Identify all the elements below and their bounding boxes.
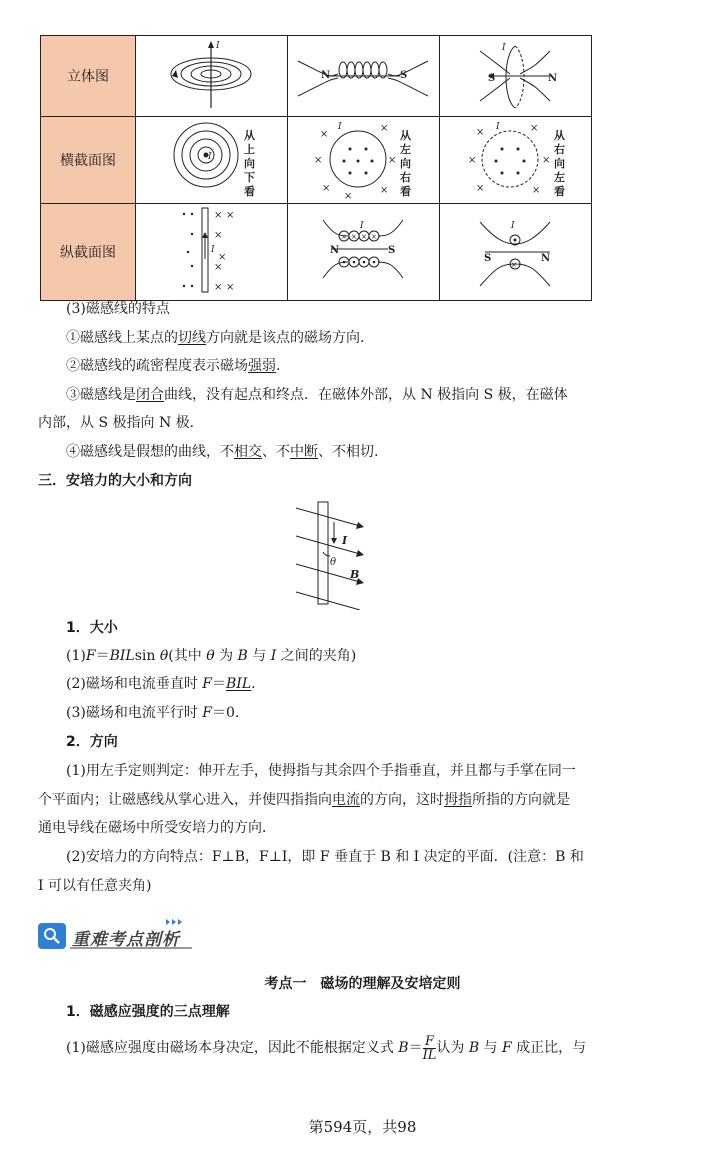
straight-wire-longitudinal-figure — [136, 204, 288, 301]
svg-text:×: × — [511, 261, 517, 269]
svg-text:I: I — [216, 41, 220, 51]
svg-text:×: × — [468, 155, 477, 166]
svg-text:×: × — [320, 129, 329, 140]
field-lines-title: (3)磁感线的特点 — [66, 301, 170, 317]
svg-text:×: × — [214, 282, 223, 293]
svg-text:×: × — [380, 123, 389, 134]
direction-line-1: (1)用左手定则判定：伸开左手，使拇指与其余四个手指垂直，并且都与手掌在同一 — [66, 763, 576, 779]
field-lines-point-3: ③磁感线是闭合曲线，没有起点和终点．在磁体外部，从 N 极指向 S 极，在磁体 — [66, 387, 568, 403]
svg-text:×: × — [314, 155, 323, 166]
svg-text:右: 右 — [554, 143, 565, 156]
svg-text:S: S — [484, 253, 492, 264]
svg-text:I: I — [338, 122, 342, 132]
kaodian-title: 考点一 磁场的理解及安培定则 — [264, 976, 461, 992]
fraction-F-over-IL: $\frac{F}{IL}$ — [422, 1033, 437, 1063]
svg-text:×: × — [361, 233, 367, 241]
svg-text:S: S — [400, 70, 408, 81]
svg-text:I: I — [360, 221, 364, 231]
field-lines-point-1: ①磁感线上某点的切线方向就是该点的磁场方向. — [66, 330, 365, 346]
svg-text:I: I — [502, 43, 506, 53]
circular-loop-3d-figure — [440, 36, 592, 117]
svg-text:×: × — [380, 185, 389, 196]
svg-text:N: N — [548, 73, 558, 84]
svg-text:左: 左 — [554, 171, 565, 184]
search-icon — [38, 923, 66, 949]
svg-text:×: × — [542, 155, 551, 166]
svg-text:向: 向 — [244, 157, 255, 170]
row-header-longitudinal-section: 纵截面图 — [41, 204, 136, 301]
straight-wire-cross-section-figure — [136, 117, 288, 204]
svg-text:从: 从 — [554, 129, 565, 142]
size-title: 1．大小 — [66, 620, 118, 636]
svg-text:从: 从 — [400, 129, 411, 142]
magnetic-field-figure-table — [40, 35, 592, 301]
row-header-3d: 立体图 — [41, 36, 136, 117]
field-lines-point-2: ②磁感线的疏密程度表示磁场强弱. — [66, 358, 281, 374]
svg-text:向: 向 — [554, 157, 565, 170]
svg-text:×: × — [214, 210, 223, 221]
svg-text:N: N — [321, 70, 331, 81]
svg-text:×: × — [532, 185, 541, 196]
direction-line-3: 通电导线在磁场中所受安培力的方向． — [38, 820, 276, 836]
kaodian-subtitle: 1．磁感应强度的三点理解 — [66, 1004, 230, 1020]
size-formula-1: (1)F＝BILsin θ(其中 θ 为 B 与 I 之间的夹角) — [66, 648, 357, 664]
svg-text:左: 左 — [400, 143, 411, 156]
svg-text:下: 下 — [244, 171, 255, 184]
badge-label: 重难考点剖析 — [72, 930, 180, 950]
svg-text:I: I — [511, 221, 515, 231]
svg-text:向: 向 — [400, 157, 411, 170]
loop-longitudinal-figure — [440, 204, 592, 301]
svg-text:S: S — [488, 73, 496, 84]
direction-line-5: I 可以有任意夹角) — [38, 878, 152, 894]
page-number: 第594页，共98 — [308, 1118, 417, 1136]
solenoid-cross-section-figure — [288, 117, 440, 204]
svg-text:×: × — [530, 123, 539, 134]
svg-text:B: B — [350, 568, 360, 581]
direction-title: 2．方向 — [66, 734, 118, 750]
svg-text:×: × — [218, 252, 227, 263]
direction-line-2: 个平面内；让磁感线从掌心进入，并使四指指向电流的方向，这时拇指所指的方向就是 — [38, 792, 570, 808]
svg-text:看: 看 — [244, 185, 255, 198]
ampere-force-figure — [288, 500, 378, 610]
svg-text:×: × — [476, 183, 485, 194]
svg-text:从: 从 — [244, 129, 255, 142]
straight-wire-3d-figure — [136, 36, 288, 117]
svg-text:上: 上 — [244, 143, 255, 156]
solenoid-3d-figure — [288, 36, 440, 117]
field-lines-point-4: ④磁感线是假想的曲线，不相交、不中断、不相切. — [66, 444, 379, 460]
svg-text:×: × — [341, 233, 347, 241]
svg-text:×: × — [226, 282, 235, 293]
svg-text:×: × — [214, 262, 223, 273]
direction-line-4: (2)安培力的方向特点：F⊥B，F⊥I，即 F 垂直于 B 和 I 决定的平面．(注意：B 和 — [66, 849, 584, 865]
loop-cross-section-figure — [440, 117, 592, 204]
field-lines-point-3-cont: 内部，从 S 极指向 N 极． — [38, 415, 204, 431]
key-points-badge — [38, 919, 198, 957]
svg-text:右: 右 — [400, 171, 411, 184]
row-header-cross-section: 横截面图 — [41, 117, 136, 204]
size-formula-3: (3)磁场和电流平行时 F＝0. — [66, 705, 240, 721]
svg-text:S: S — [388, 245, 396, 256]
svg-text:I: I — [342, 534, 348, 547]
svg-text:I: I — [208, 152, 212, 162]
svg-text:看: 看 — [400, 185, 411, 198]
svg-text:N: N — [330, 245, 340, 256]
svg-text:×: × — [371, 233, 377, 241]
svg-text:×: × — [322, 183, 331, 194]
svg-text:×: × — [214, 230, 223, 241]
svg-text:θ: θ — [330, 557, 337, 568]
size-formula-2: (2)磁场和电流垂直时 F＝BIL. — [66, 676, 256, 692]
svg-text:I: I — [496, 122, 500, 132]
svg-text:×: × — [351, 233, 357, 241]
svg-text:I: I — [211, 245, 215, 255]
svg-text:×: × — [476, 127, 485, 138]
kaodian-line-1: (1)磁感应强度由磁场本身决定，因此不能根据定义式 B＝ $\frac{F}{IL}$ 认为 B 与 F 成正比，与 — [66, 1033, 587, 1063]
svg-text:×: × — [226, 210, 235, 221]
svg-text:看: 看 — [554, 185, 565, 198]
svg-text:×: × — [388, 155, 397, 166]
svg-text:×: × — [344, 191, 353, 202]
svg-text:N: N — [541, 253, 551, 264]
solenoid-longitudinal-figure — [288, 204, 440, 301]
section-ampere-force-title: 三．安培力的大小和方向 — [38, 473, 192, 489]
